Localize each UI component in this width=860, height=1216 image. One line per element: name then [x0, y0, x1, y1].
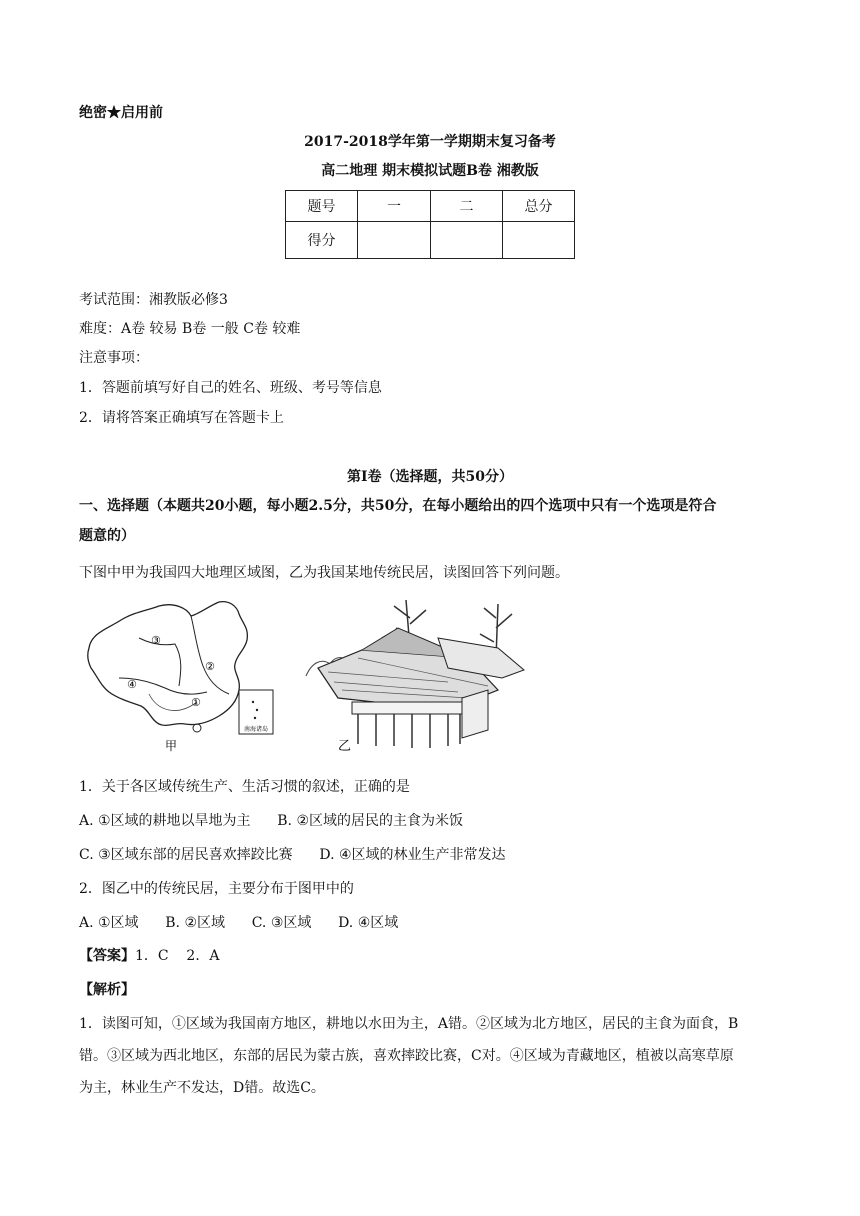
question-1-options-ab: A. ①区域的耕地以旱地为主 B. ②区域的居民的主食为米饭: [79, 813, 464, 829]
score-cell: [503, 222, 575, 259]
question-intro: 下图中甲为我国四大地理区域图，乙为我国某地传统民居，读图回答下列问题。: [79, 565, 569, 581]
score-cell: [358, 222, 431, 259]
region-marker-4: ④: [127, 678, 137, 691]
score-table-score-row: [286, 222, 575, 259]
house-side: [462, 690, 488, 738]
difficulty: 难度：A卷 较易 B卷 一般 C卷 较难: [79, 321, 301, 337]
inset-island: [254, 717, 256, 719]
analysis-text-line: 1．读图可知，①区域为我国南方地区，耕地以水田为主，A错。②区域为北方地区，居民的主食为面食，B: [79, 1016, 739, 1032]
question-1-options-cd: C. ③区域东部的居民喜欢摔跤比赛 D. ④区域的林业生产非常发达: [79, 847, 506, 863]
inset-island: [256, 709, 258, 711]
question-1: 1．关于各区域传统生产、生活习惯的叙述，正确的是: [79, 779, 410, 795]
score-cell: [431, 222, 503, 259]
region-marker-2: ②: [205, 660, 215, 673]
secret-label: 绝密★启用前: [79, 105, 163, 121]
question-2: 2．图乙中的传统民居，主要分布于图甲中的: [79, 881, 354, 897]
china-outline: [88, 602, 248, 726]
island-shape: [193, 724, 201, 732]
inset-label: 南海诸岛: [243, 726, 269, 733]
question-2-options: A. ①区域 B. ②区域 C. ③区域 D. ④区域: [79, 915, 399, 931]
score-header-cell: 一: [358, 191, 431, 222]
figure-label-jia: 甲: [165, 739, 178, 753]
figure-label-yi: 乙: [338, 739, 352, 754]
score-header-cell: 题号: [286, 191, 358, 222]
exam-scope: 考试范围：湘教版必修3: [79, 292, 228, 308]
notice-item: 1．答题前填写好自己的姓名、班级、考号等信息: [79, 380, 382, 396]
score-row-label: 得分: [286, 222, 358, 259]
part-title: 第Ⅰ卷（选择题，共50分）: [346, 469, 514, 485]
score-header-cell: 二: [431, 191, 503, 222]
notice-title: 注意事项：: [79, 350, 149, 366]
score-header-cell: 总分: [503, 191, 575, 222]
analysis-label: 【解析】: [79, 982, 135, 998]
house-floor: [352, 702, 462, 714]
section-heading-cont: 题意的）: [79, 528, 135, 544]
analysis-text-line: 为主，林业生产不发达，D错。故选C。: [79, 1080, 325, 1096]
document-subtitle: 高二地理 期末模拟试题B卷 湘教版: [321, 163, 539, 179]
answer-label: 【答案】: [79, 948, 135, 964]
answer-line: [79, 946, 219, 966]
region-boundary: [191, 616, 229, 694]
region-marker-3: ③: [151, 634, 161, 647]
answer-text: 1．C 2．A: [135, 948, 220, 964]
score-table-header-row: [286, 191, 575, 222]
river-line: [149, 694, 197, 711]
inset-island: [252, 701, 254, 703]
analysis-text-line: 错。③区域为西北地区，东部的居民为蒙古族，喜欢摔跤比赛，C对。④区域为青藏地区，植被以高寒草原: [79, 1048, 734, 1064]
region-marker-1: ①: [191, 696, 201, 709]
section-heading: 一、选择题（本题共20小题，每小题2.5分，共50分，在每小题给出的四个选项中只有一个选项是符合: [79, 498, 717, 514]
score-table: [285, 190, 575, 259]
document-title: 2017-2018学年第一学期期末复习备考: [304, 134, 556, 150]
stilt-house-figure: [298, 598, 533, 758]
region-map-figure: [79, 598, 294, 758]
notice-item: 2．请将答案正确填写在答题卡上: [79, 410, 284, 426]
stilt-posts: [358, 714, 460, 748]
